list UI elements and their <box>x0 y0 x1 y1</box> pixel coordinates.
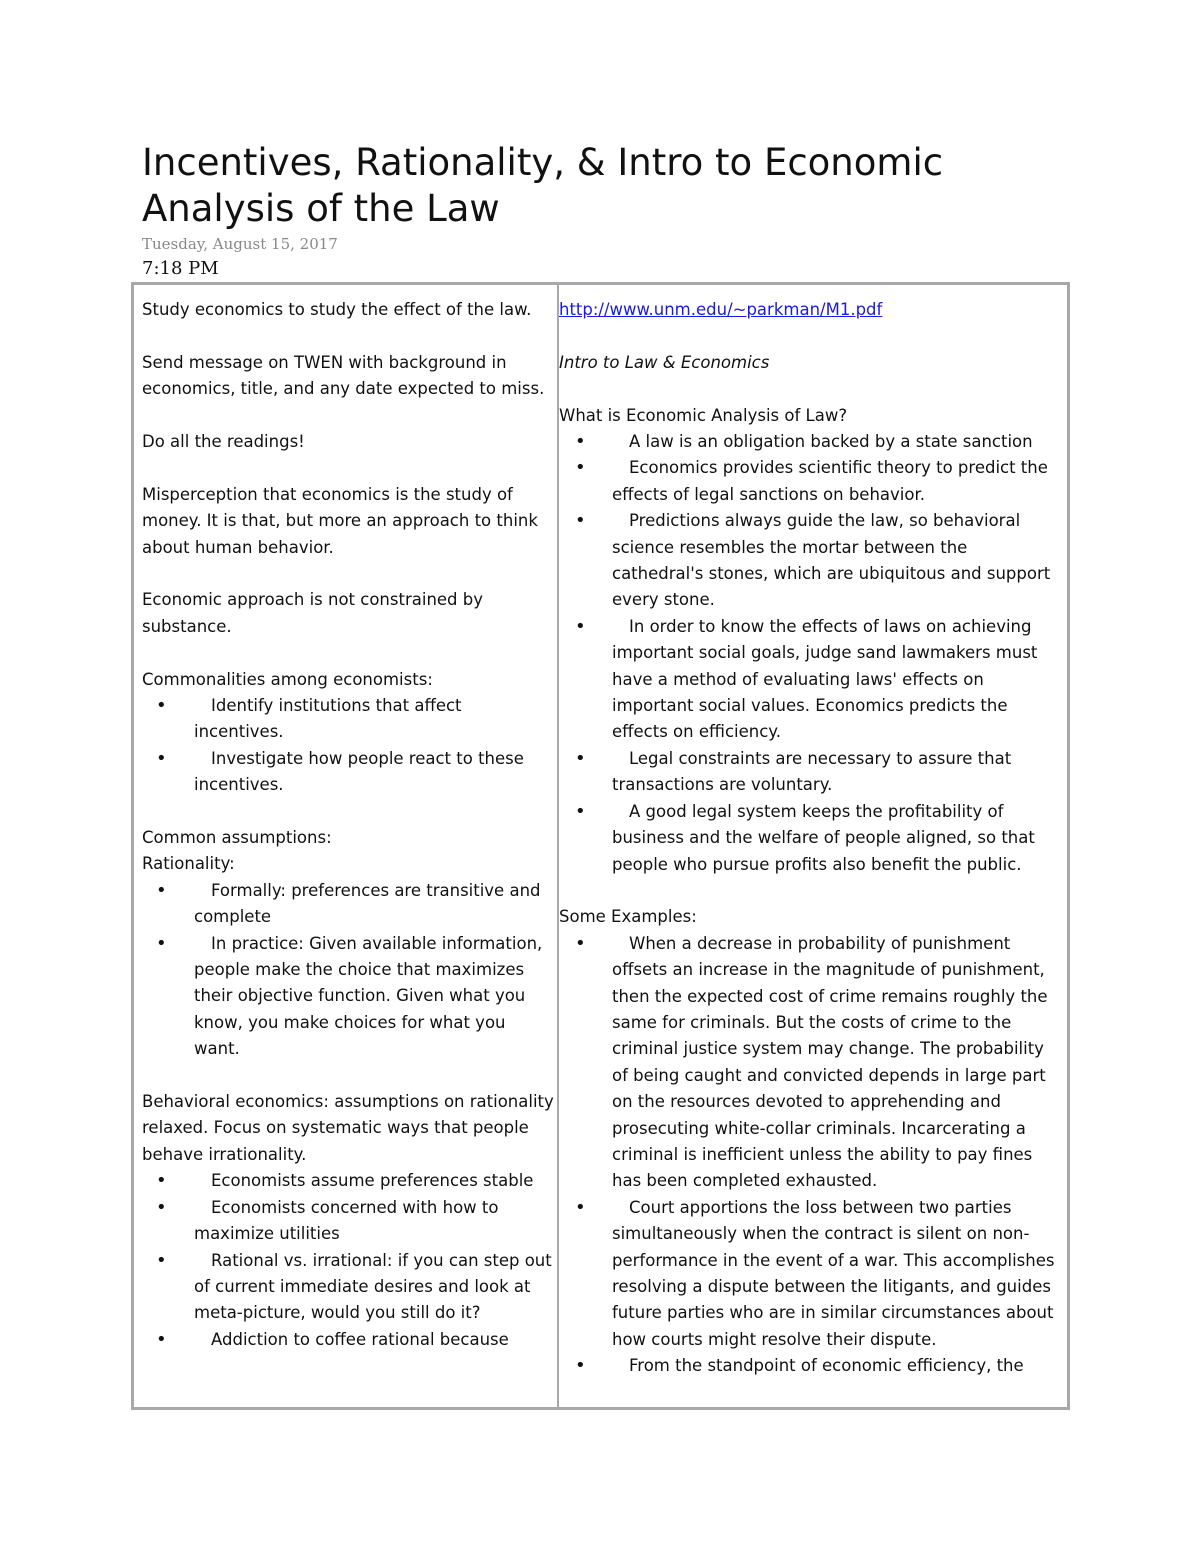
note-paragraph: Economic approach is not constrained by substance. <box>142 590 484 636</box>
reading-link[interactable]: http://www.unm.edu/~parkman/M1.pdf <box>559 300 883 319</box>
bullet-item: • A law is an obligation backed by a state sanction <box>559 429 1063 455</box>
bullet-item: • Predictions always guide the law, so behavioral science resembles the mortar between the cathedral's stones, which are ubiquitous and support every stone. <box>575 510 1051 610</box>
bullet-list <box>559 429 1063 878</box>
page-title: Incentives, Rationality, & Intro to Economic Analysis of the Law <box>142 141 944 230</box>
section-heading: Common assumptions: <box>142 828 332 848</box>
bullet-item: • Court apportions the loss between two parties simultaneously when the contract is silent on non-performance in the event of a war. This accomplishes resolving a dispute between the litigants, and guides future parties who are in similar circumstances about how courts might resolve their dispute. <box>575 1196 1055 1349</box>
bullet-list <box>142 693 555 799</box>
page-time: 7:18 PM <box>142 258 219 279</box>
bullet-icon: • <box>575 615 586 637</box>
right-column <box>559 285 1067 1407</box>
note-paragraph: Study economics to study the effect of the law. <box>142 300 532 319</box>
bullet-list <box>559 931 1063 1380</box>
bullet-icon: • <box>575 800 586 822</box>
section-heading: Commonalities among economists: <box>142 669 433 689</box>
bullet-item: • In order to know the effects of laws on achieving important social goals, judge sand lawmakers must have a method of evaluating laws' effects on important social values. Economics predicts the effects on efficiency. <box>575 615 1038 742</box>
bullet-item: • A good legal system keeps the profitability of business and the welfare of people aligned, so that people who pursue profits also benefit the public. <box>575 800 1035 874</box>
bullet-list <box>142 878 555 1063</box>
bullet-icon: • <box>156 1328 167 1350</box>
section-subtitle: Intro to Law & Economics <box>559 352 770 372</box>
bullet-item: • Identify institutions that affect incentives. <box>156 695 462 742</box>
bullet-icon: • <box>575 431 586 452</box>
bullet-icon: • <box>156 695 167 717</box>
section-heading: What is Economic Analysis of Law? <box>559 405 848 425</box>
note-paragraph: Send message on TWEN with background in economics, title, and any date expected to miss. <box>142 352 545 399</box>
bullet-list <box>142 1168 555 1353</box>
section-heading: Rationality: <box>142 854 235 874</box>
bullet-icon: • <box>575 747 586 769</box>
left-column <box>134 285 559 1407</box>
bullet-icon: • <box>156 747 167 769</box>
section-heading: Some Examples: <box>559 907 697 927</box>
bullet-icon: • <box>156 1249 167 1271</box>
bullet-item: • Economics provides scientific theory to predict the effects of legal sanctions on behavior. <box>575 457 1048 504</box>
bullet-item: • From the standpoint of economic efficiency, the <box>559 1353 1063 1379</box>
bullet-icon: • <box>575 1355 586 1377</box>
bullet-icon: • <box>156 1170 167 1192</box>
bullet-icon: • <box>156 1196 167 1218</box>
note-paragraph: Do all the readings! <box>142 432 305 451</box>
reading-link-row <box>559 297 1063 323</box>
notes-table <box>131 282 1070 1410</box>
bullet-item: • Investigate how people react to these incentives. <box>156 747 524 795</box>
section-heading: Behavioral economics: assumptions on rationality relaxed. Focus on systematic ways that people behave irrationality. <box>142 1092 554 1164</box>
bullet-item: • When a decrease in probability of punishment offsets an increase in the magnitude of punishment, then the expected cost of crime remains roughly the same for criminals. But the costs of crime to the criminal justice system may change. The probability of being caught and convicted depends in large part on the resources devoted to apprehending and prosecuting white-collar criminals. Incarcerating a criminal is inefficient unless the ability to pay fines has been completed exhausted. <box>575 932 1048 1191</box>
bullet-item: • Rational vs. irrational: if you can step out of current immediate desires and look at meta-picture, would you still do it? <box>156 1249 552 1323</box>
bullet-icon: • <box>156 879 167 901</box>
bullet-item: • Economists concerned with how to maximize utilities <box>156 1196 499 1244</box>
note-paragraph: Misperception that economics is the study of money. It is that, but more an approach to think about human behavior. <box>142 484 538 557</box>
bullet-icon: • <box>575 457 586 479</box>
bullet-icon: • <box>156 932 167 954</box>
bullet-icon: • <box>575 932 586 954</box>
bullet-item: • Formally: preferences are transitive and complete <box>156 879 541 927</box>
bullet-icon: • <box>575 1196 586 1218</box>
bullet-item: • Legal constraints are necessary to assure that transactions are voluntary. <box>575 747 1012 795</box>
bullet-icon: • <box>575 510 586 532</box>
page-date: Tuesday, August 15, 2017 <box>142 235 338 253</box>
bullet-item: • Addiction to coffee rational because <box>142 1327 555 1353</box>
bullet-item: • Economists assume preferences stable <box>142 1168 555 1194</box>
bullet-item: • In practice: Given available information, people make the choice that maximizes their objective function. Given what you know, you make choices for what you want. <box>156 932 543 1059</box>
